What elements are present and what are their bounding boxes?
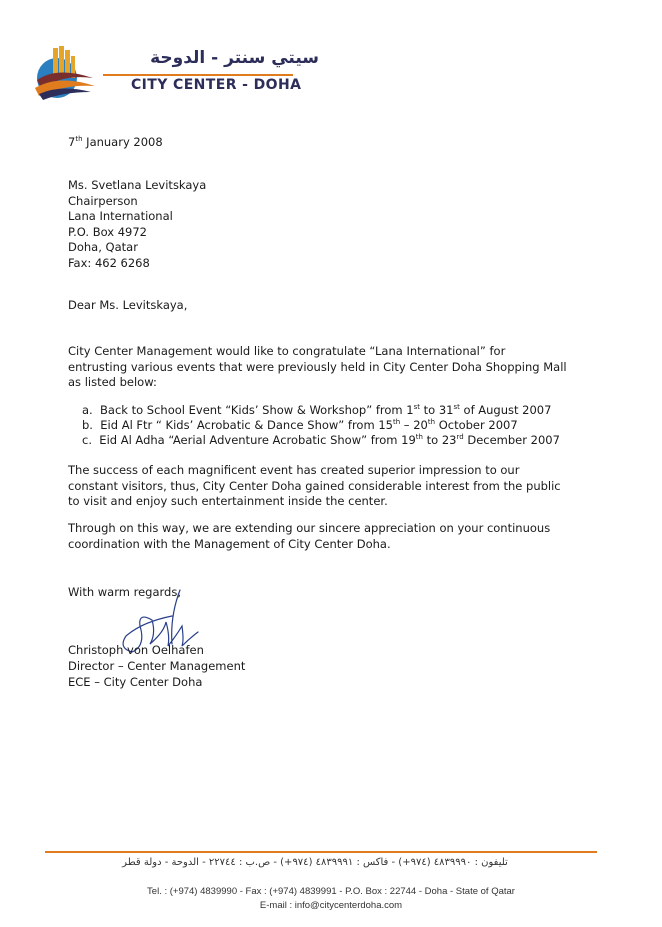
body-paragraph-appreciation: Through on this way, we are extending our sincere appreciation on your continuous coordination with the Management of City Center Doha. [68,521,551,551]
recipient-name: Ms. Svetlana Levitskaya [68,178,207,192]
body-paragraph-success: The success of each magnificent event has created superior impression to our constant visitors, thus, City Center Doha gained considerable interest from the public to visit and enjoy such entertainment inside the center. [68,463,561,508]
event-text: to 31 [419,403,454,417]
ordinal: rd [456,433,464,442]
footer-contact-arabic: تليفون : ٤٨٣٩٩٩٠ (٩٧٤+) - فاكس : ٤٨٣٩٩٩١ (٩٧٤+) - ص.ب : ٢٢٧٤٤ - الدوحة - دولة قطر [122,857,508,868]
event-text: of August 2007 [459,403,552,417]
date-month-year: January 2008 [82,135,163,149]
footer-email: E-mail : info@citycenterdoha.com [259,900,403,911]
signatory-title: Director – Center Management [68,659,246,673]
city-center-logo-icon [35,44,95,104]
list-marker: a. [82,403,93,417]
ordinal: th [392,418,401,427]
recipient-address [68,178,206,271]
signatory-name: Christoph von Oelhafen [68,643,204,657]
events-list [82,403,582,448]
recipient-title: Chairperson [68,193,138,208]
footer-divider [45,851,597,853]
list-item [82,403,582,418]
closing-phrase: With warm regards, [68,585,181,599]
body-paragraph-intro: City Center Management would like to congratulate “Lana International” for entrusting various events that were previously held in City Center Doha Shopping Mall as listed below: [68,344,567,389]
ordinal: th [415,433,423,442]
recipient-city: Doha, Qatar [68,240,138,254]
date-day: 7 [68,135,76,149]
list-item [82,418,582,433]
ordinal: th [427,418,436,427]
event-text: Eid Al Adha “Aerial Adventure Acrobatic Show” from 19 [99,433,416,447]
list-item [82,433,582,448]
event-text: Eid Al Ftr “ Kids’ Acrobatic & Dance Show” from 15 [100,418,393,432]
list-marker: b. [82,418,93,432]
event-text: – 20 [400,418,428,432]
ordinal: st [413,403,420,412]
recipient-company: Lana International [68,209,173,223]
brand-name-english: CITY CENTER - DOHA [131,77,302,93]
event-text: October 2007 [435,418,518,432]
letterhead-logo [35,44,319,106]
footer-contact-english: Tel. : (+974) 4839990 - Fax : (+974) 4839991 - P.O. Box : 22744 - Doha - State of Qatar [147,886,515,897]
date-ordinal: th [75,135,83,144]
letter-date [68,135,163,150]
salutation: Dear Ms. Levitskaya, [68,298,188,312]
signatory-organization: ECE – City Center Doha [68,675,203,689]
event-text: to 23 [422,433,457,447]
list-marker: c. [82,433,92,447]
event-text: December 2007 [463,433,560,447]
letterhead-divider [103,74,293,76]
event-text: Back to School Event “Kids’ Show & Workshop” from 1 [100,403,414,417]
recipient-po-box: P.O. Box 4972 [68,224,147,239]
recipient-fax: Fax: 462 6268 [68,255,150,270]
brand-name-arabic: سيتي سنتر - الدوحة [150,48,319,68]
ordinal: st [453,403,460,412]
